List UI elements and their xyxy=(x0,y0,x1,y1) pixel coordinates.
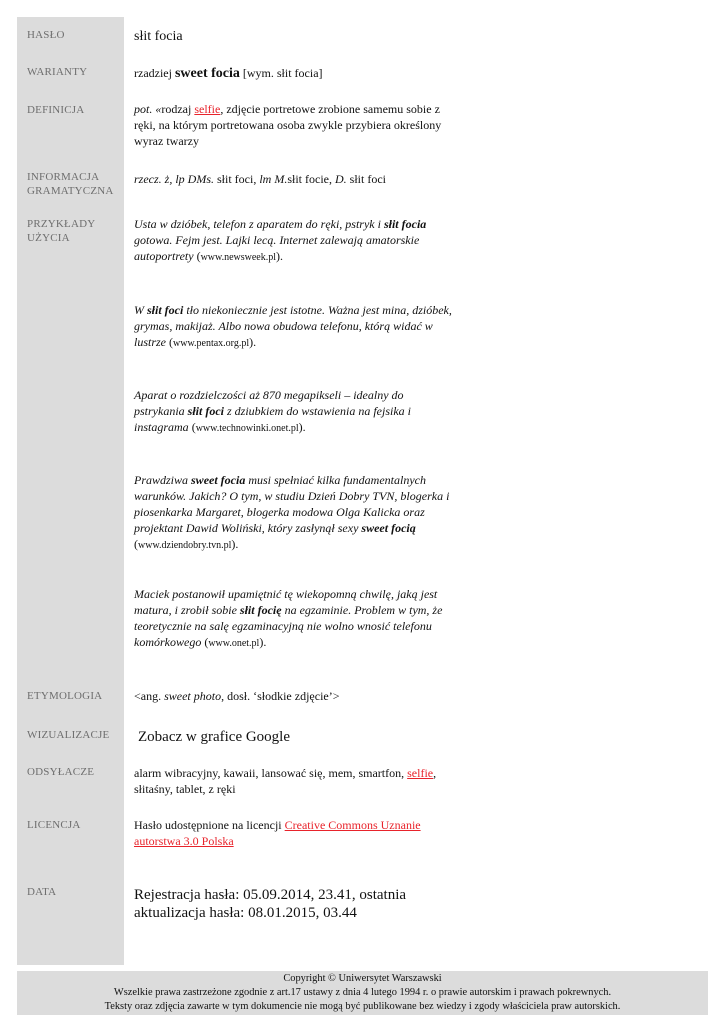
etymology-p3: , dosł. ‘słodkie zdjęcie’> xyxy=(221,689,340,703)
definition xyxy=(134,101,446,149)
example-3-source: www.technowinki.onet.pl xyxy=(195,423,299,434)
grammar-p2: słit foci, xyxy=(214,172,260,186)
example-4-text: Prawdziwa xyxy=(134,473,192,487)
license-link[interactable]: Creative Commons Uznanie autorstwa 3.0 Polska xyxy=(134,818,421,848)
etymology-p1: <ang. xyxy=(134,689,165,703)
definition-selfie-link[interactable]: selfie xyxy=(194,102,221,116)
cross-references-text2: , słitaśny, tablet, z ręki xyxy=(134,766,437,796)
etymology-p2: sweet photo xyxy=(164,689,222,703)
example-2-text: tło niekoniecznie jest istotne. Ważna jest mina, dzióbek, grymas, makijaż. Albo nowa obudowa telefonu, którą widać w lustrze xyxy=(134,303,452,349)
example-4-bold: sweet focia xyxy=(191,473,246,487)
variants xyxy=(134,65,454,83)
grammar-p3: lm M. xyxy=(259,172,288,186)
example-4-bold2: sweet focią xyxy=(361,521,416,535)
example-5-text: Maciek postanowił upamiętnić tę wiekopomną chwilę, jaką jest matura, i zrobił sobie xyxy=(134,587,438,617)
example-3: Aparat o rozdzielczości aż 870 megapikseli – idealny do pstrykania słit foci z dziubkiem do wstawienia na fejsika i instagrama (www.technowinki.onet.pl). xyxy=(134,388,411,434)
example-4-text2: musi spełniać kilka fundamentalnych warunków. Jakich? O tym, w studiu Dzień Dobry TVN, blogerka i piosenkarka Margaret, blogerka modowa Olga Kalicka oraz projektant Dawid Woliński, który zasłynął sexy xyxy=(134,473,450,535)
example-1-text2: gotowa. Fejm jest. Lajki lecą. Internet zalewają amatorskie autoportrety xyxy=(134,233,420,263)
footer-rights: Wszelkie prawa zastrzeżone zgodnie z art.17 ustawy z dnia 4 lutego 1994 r. o prawie autorskim i prawach pokrewnych. xyxy=(113,987,612,998)
grammar-p4: słit focie, xyxy=(287,172,335,186)
label-etymologia: ETYMOLOGIA xyxy=(27,690,103,702)
example-5-bold: słit focię xyxy=(239,603,282,617)
date-update: aktualizacja hasła: 08.01.2015, 03.44 xyxy=(134,905,357,921)
footer-usage: Teksty oraz zdjęcia zawarte w tym dokumencie nie mogą być publikowane bez wiedzy i zgody właściciela praw autorskich. xyxy=(104,1001,621,1012)
variants-suffix: [wym. słit focia] xyxy=(239,66,323,80)
example-4: Prawdziwa sweet focia musi spełniać kilka fundamentalnych warunków. Jakich? O tym, w studiu Dzień Dobry TVN, blogerka i piosenkarka Margaret, blogerka modowa Olga Kalicka oraz projektant Dawid Woliński, który zasłynął sexy sweet focią (www.dziendobry.tvn.pl). xyxy=(134,473,450,551)
example-2-source: www.pentax.org.pl xyxy=(173,338,250,349)
example-1-source: www.newsweek.pl xyxy=(200,252,277,263)
etymology xyxy=(134,688,454,704)
example-5: Maciek postanowił upamiętnić tę wiekopomną chwilę, jaką jest matura, i zrobił sobie słit focię na egzaminie. Problem w tym, że teoretycznie na salę egzaminacyjną nie wolno wnosić telefonu komórkowego (www.onet.pl). xyxy=(134,587,443,649)
example-4-source: www.dziendobry.tvn.pl xyxy=(138,540,232,551)
example-5-text2: na egzaminie. Problem w tym, że teoretycznie na salę egzaminacyjną nie wolno wnosić telefonu komórkowego xyxy=(134,603,443,649)
definition-register: pot. « xyxy=(134,102,162,116)
label-przyklady-line1: PRZYKŁADY xyxy=(27,218,96,230)
headword: słit focia xyxy=(134,29,183,44)
example-3-text: Aparat o rozdzielczości aż 870 megapikseli – idealny do pstrykania xyxy=(134,388,404,418)
label-licencja: LICENCJA xyxy=(27,819,81,831)
google-images-link[interactable]: Zobacz w grafice Google xyxy=(138,729,291,745)
variants-prefix: rzadziej xyxy=(134,66,175,80)
label-przyklady-line2: UŻYCIA xyxy=(27,232,70,244)
example-3-bold: słit foci xyxy=(187,404,224,418)
grammar-p1: rzecz. ż, lp DMs. xyxy=(134,172,214,186)
label-haslo: HASŁO xyxy=(27,29,65,41)
label-gramatyka xyxy=(27,170,122,198)
definition-text-pre: rodzaj xyxy=(161,102,195,116)
example-2: W słit foci tło niekoniecznie jest istotne. Ważna jest mina, dzióbek, grymas, makijaż. Albo nowa obudowa telefonu, którą widać w lustrze (www.pentax.org.pl). xyxy=(134,303,452,349)
label-definicja: DEFINICJA xyxy=(27,104,85,116)
definition-text: , zdjęcie portretowe zrobione samemu sobie z ręki, na którym portretowana osoba zwykle przybiera określony wyraz twarzy xyxy=(134,102,442,148)
label-gramatyka-line1: INFORMACJA xyxy=(27,171,100,183)
date-registration: Rejestracja hasła: 05.09.2014, 23.41, ostatnia xyxy=(134,887,407,903)
dates xyxy=(134,886,454,922)
label-przyklady xyxy=(27,217,122,245)
example-3-text2: z dziubkiem do wstawienia na fejsika i instagrama xyxy=(134,404,411,434)
cross-references xyxy=(134,765,446,797)
grammar-p6: słit foci xyxy=(346,172,386,186)
label-odsylacze: ODSYŁACZE xyxy=(27,766,95,778)
grammar-info xyxy=(134,171,454,187)
cross-references-text: alarm wibracyjny, kawaii, lansować się, mem, smartfon, xyxy=(134,766,408,780)
example-1: Usta w dzióbek, telefon z aparatem do ręki, pstryk i słit focia gotowa. Fejm jest. Lajki lecą. Internet zalewają amatorskie autoportrety (www.newsweek.pl). xyxy=(134,217,427,263)
cross-reference-selfie-link[interactable]: selfie xyxy=(407,766,434,780)
example-2-bold: słit foci xyxy=(147,303,184,317)
license-text: Hasło udostępnione na licencji xyxy=(134,818,285,832)
label-gramatyka-line2: GRAMATYCZNA xyxy=(27,185,114,197)
example-5-source: www.onet.pl xyxy=(208,638,260,649)
variant-term: sweet focia xyxy=(174,66,240,81)
footer-copyright: Copyright © Uniwersytet Warszawski xyxy=(283,973,442,984)
footer xyxy=(17,971,708,1015)
label-wizualizacje: WIZUALIZACJE xyxy=(27,729,110,741)
example-2-text0: W xyxy=(134,303,147,317)
label-data: DATA xyxy=(27,886,57,898)
example-1-bold: słit focia xyxy=(383,217,427,231)
label-warianty: WARIANTY xyxy=(27,66,88,78)
grammar-p5: D. xyxy=(334,172,347,186)
example-1-text: Usta w dzióbek, telefon z aparatem do ręki, pstryk i xyxy=(134,217,384,231)
license xyxy=(134,817,434,849)
